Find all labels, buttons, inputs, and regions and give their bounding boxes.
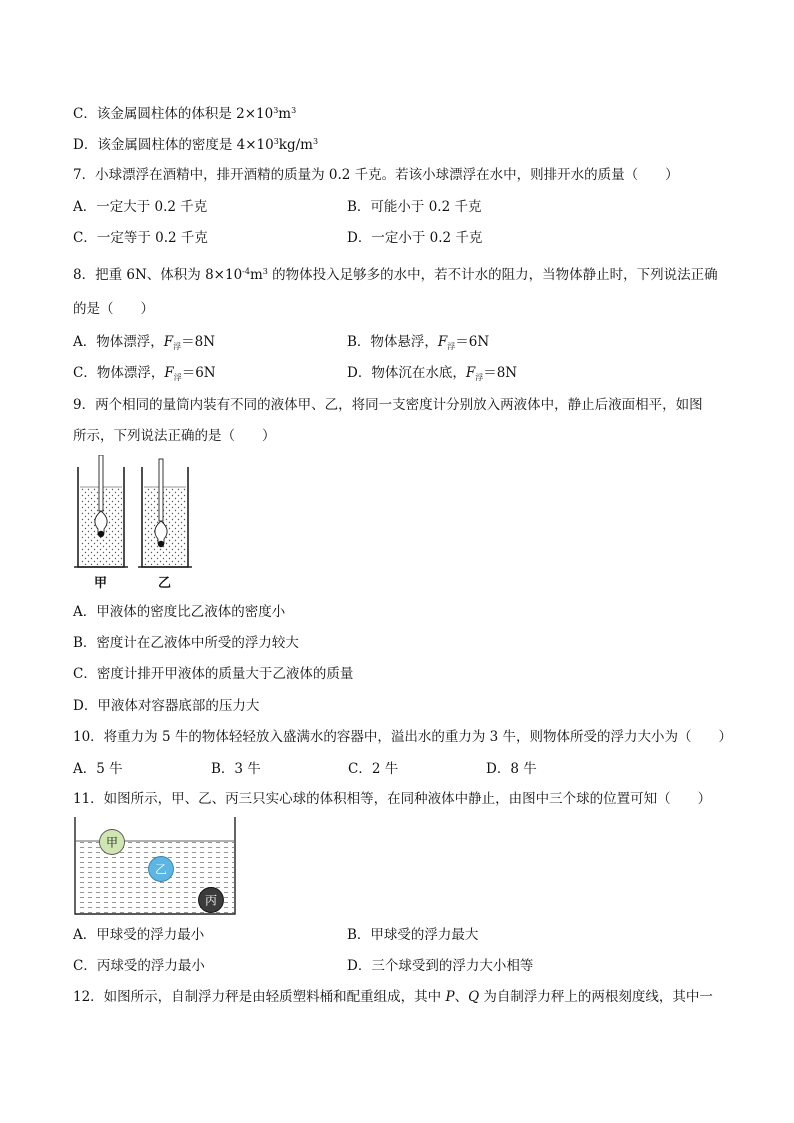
q8-option-c bbox=[73, 364, 216, 382]
q12-stem bbox=[73, 988, 713, 1006]
q8-option-c-force-sub: 浮 bbox=[173, 373, 182, 382]
q8-stem-unit: m bbox=[249, 267, 263, 283]
q6-option-c-unit: m bbox=[278, 106, 292, 122]
q12-stem-p: P bbox=[445, 989, 455, 1005]
q8-option-b-text: B．物体悬浮， bbox=[347, 334, 438, 350]
q8-option-a-force: F bbox=[163, 334, 174, 350]
q8-option-d-force-sub: 浮 bbox=[475, 373, 484, 382]
q8-option-b-value: ＝6N bbox=[455, 334, 490, 350]
q8-option-d bbox=[347, 364, 517, 382]
ball-yi bbox=[149, 857, 174, 882]
q8-option-c-text: C．物体漂浮， bbox=[73, 365, 165, 381]
q9-option-a: A．甲液体的密度比乙液体的密度小 bbox=[73, 604, 286, 620]
label-jia: 甲 bbox=[94, 576, 108, 591]
q8-option-b bbox=[347, 333, 489, 351]
q8-option-c-value: ＝6N bbox=[181, 365, 216, 381]
q8-stem-part2: 的物体投入足够多的水中，若不计水的阻力，当物体静止时，下列说法正确 bbox=[267, 267, 718, 283]
q10-stem: 10．将重力为 5 牛的物体轻轻放入盛满水的容器中，溢出水的重力为 3 牛，则物体所受的浮力大小为（ ） bbox=[73, 729, 733, 745]
q6-option-d-unit-exp: 3 bbox=[312, 137, 319, 146]
q8-option-a bbox=[73, 333, 215, 351]
q11-figure-tank bbox=[72, 815, 238, 917]
q11-option-c: C．丙球受的浮力最小 bbox=[73, 958, 205, 974]
label-yi: 乙 bbox=[158, 576, 172, 591]
q6-option-d bbox=[73, 136, 318, 154]
q9-option-d: D．甲液体对容器底部的压力大 bbox=[73, 698, 260, 714]
q8-stem-exp1: -4 bbox=[242, 267, 250, 276]
q8-option-a-force-sub: 浮 bbox=[173, 342, 182, 351]
q10-option-c: C．2 牛 bbox=[348, 761, 399, 777]
q8-stem-exp2: 3 bbox=[262, 267, 268, 276]
q8-option-d-text: D．物体沉在水底， bbox=[347, 365, 466, 381]
q6-option-c-unit-exp: 3 bbox=[291, 106, 297, 115]
q8-option-b-force-sub: 浮 bbox=[447, 342, 456, 351]
q9-option-c: C．密度计排开甲液体的质量大于乙液体的质量 bbox=[73, 666, 354, 682]
q12-stem-part2: 为自制浮力秤上的两根刻度线，其中一 bbox=[479, 989, 713, 1005]
q6-option-c-text: C．该金属圆柱体的体积是 2×10 bbox=[73, 106, 274, 122]
q7-option-a: A．一定大于 0.2 千克 bbox=[73, 199, 208, 215]
q8-option-b-force: F bbox=[437, 334, 448, 350]
ball-bing-label: 丙 bbox=[204, 893, 218, 908]
q11-option-a: A．甲球受的浮力最小 bbox=[73, 927, 205, 943]
q9-stem: 9．两个相同的量筒内装有不同的液体甲、乙，将同一支密度计分别放入两液体中，静止后液面相平，如图 bbox=[73, 397, 703, 413]
q8-option-a-value: ＝8N bbox=[181, 334, 216, 350]
q8-stem-part1: 8．把重 6N、体积为 8×10 bbox=[73, 267, 243, 283]
q7-stem: 7．小球漂浮在酒精中，排开酒精的质量为 0.2 千克。若该小球漂浮在水中，则排开水的质量（ ） bbox=[73, 167, 679, 183]
q12-stem-part1: 12．如图所示，自制浮力秤是由轻质塑料桶和配重组成，其中 bbox=[73, 989, 446, 1005]
ball-jia-label: 甲 bbox=[105, 835, 119, 850]
ball-jia bbox=[100, 830, 125, 855]
q10-option-b: B．3 牛 bbox=[211, 761, 261, 777]
cylinder-jia bbox=[74, 455, 128, 567]
q8-option-d-value: ＝8N bbox=[483, 365, 518, 381]
q8-option-d-force: F bbox=[465, 365, 476, 381]
q7-option-c: C．一定等于 0.2 千克 bbox=[73, 230, 208, 246]
cylinder-yi bbox=[138, 459, 192, 567]
ball-yi-label: 乙 bbox=[154, 862, 168, 877]
q8-stem bbox=[73, 266, 718, 284]
q9-figure-cylinders bbox=[72, 455, 202, 593]
q9-option-b: B．密度计在乙液体中所受的浮力较大 bbox=[73, 635, 299, 651]
q10-option-d: D．8 牛 bbox=[486, 761, 537, 777]
q7-option-b: B．可能小于 0.2 千克 bbox=[347, 199, 482, 215]
q11-option-b: B．甲球受的浮力最大 bbox=[347, 927, 479, 943]
q6-option-c-exp: 3 bbox=[273, 106, 279, 115]
ball-bing bbox=[199, 888, 224, 913]
q6-option-d-text: D．该金属圆柱体的密度是 4×10 bbox=[73, 137, 274, 153]
q8-option-c-force: F bbox=[164, 365, 174, 381]
q6-option-d-unit: kg/m bbox=[278, 137, 313, 153]
q10-option-a: A．5 牛 bbox=[73, 761, 123, 777]
q9-stem-line2: 所示，下列说法正确的是（ ） bbox=[73, 428, 276, 444]
q11-stem: 11．如图所示，甲、乙、丙三只实心球的体积相等，在同种液体中静止，由图中三个球的位置可知（ ） bbox=[73, 791, 712, 807]
q8-stem-line2: 的是（ ） bbox=[73, 301, 154, 317]
q11-option-d: D．三个球受到的浮力大小相等 bbox=[347, 958, 534, 974]
q7-option-d: D．一定小于 0.2 千克 bbox=[347, 230, 483, 246]
q8-option-a-text: A．物体漂浮， bbox=[73, 334, 164, 350]
q12-stem-q: Q bbox=[468, 989, 480, 1005]
q6-option-c bbox=[73, 105, 296, 123]
q6-option-d-exp: 3 bbox=[273, 137, 279, 146]
q12-stem-sep: 、 bbox=[454, 989, 469, 1005]
